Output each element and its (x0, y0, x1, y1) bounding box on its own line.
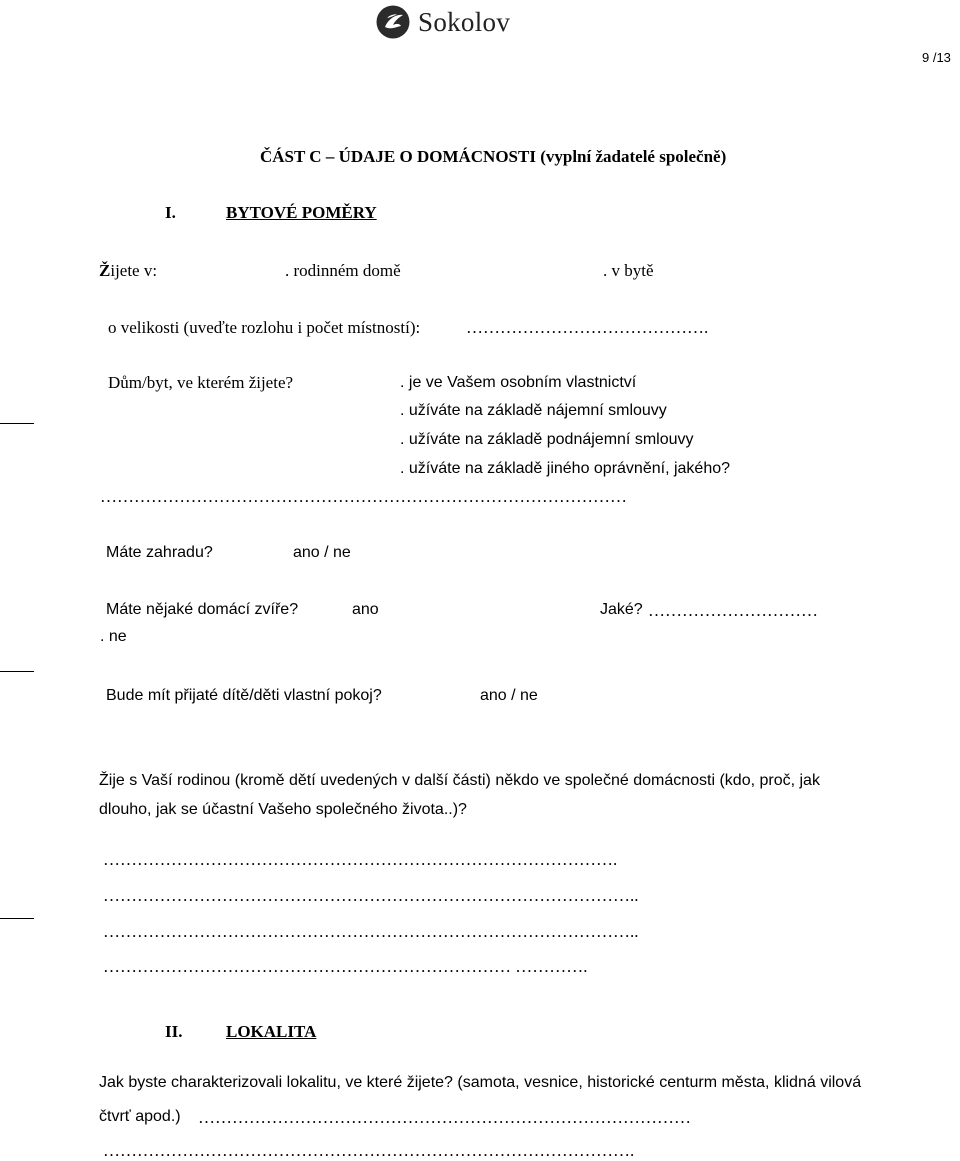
ownership-option-other[interactable]: . užíváte na základě jiného oprávnění, jakého? (400, 460, 731, 477)
logo-text: Sokolov (418, 6, 511, 37)
living-label (99, 261, 157, 281)
household-answer-line[interactable]: ……………………………………………………………… …………. (103, 957, 588, 976)
size-question: o velikosti (uveďte rozlohu i počet místností): (108, 318, 421, 337)
margin-rule (0, 671, 34, 672)
living-option-house[interactable]: . rodinném domě (285, 261, 401, 280)
section-title: ČÁST C – ÚDAJE O DOMÁCNOSTI (vyplní žadatelé společně) (260, 147, 727, 166)
pet-answer-no[interactable]: . ne (100, 628, 127, 645)
ownership-question: Dům/byt, ve kterém žijete? (108, 373, 294, 392)
pet-which-dots[interactable]: ………………………… (648, 601, 818, 620)
garden-question: Máte zahradu? (106, 544, 213, 561)
ownership-option-sublease[interactable]: . užíváte na základě podnájemní smlouvy (400, 431, 694, 448)
room-answer[interactable]: ano / ne (480, 687, 538, 704)
ownership-option-rent[interactable]: . užíváte na základě nájemní smlouvy (400, 402, 667, 419)
ownership-other-dots[interactable]: ………………………………………………………………………………… (100, 487, 627, 506)
page-number: 9 /13 (922, 50, 951, 65)
sokolov-logo (376, 2, 510, 42)
sokolov-bird-emblem-icon (376, 5, 410, 39)
location-answer-line[interactable]: …………………………………………………………………………………. (103, 1141, 635, 1160)
household-question-line1: Žije s Vaší rodinou (kromě dětí uvedených v další části) někdo ve společné domácnosti (kdo, proč, jak (99, 772, 820, 789)
household-answer-line[interactable]: ………………………………………………………………………………….. (103, 886, 639, 905)
pet-which-label: Jaké? (600, 601, 643, 618)
living-label-rest: ijete v: (110, 261, 158, 280)
household-answer-line[interactable]: ………………………………………………………………………………….. (103, 922, 639, 941)
room-question: Bude mít přijaté dítě/děti vlastní pokoj? (106, 687, 382, 704)
household-question-line2: dlouho, jak se účastní Vašeho společného života..)? (99, 801, 467, 818)
ownership-option-own[interactable]: . je ve Vašem osobním vlastnictví (400, 374, 637, 391)
margin-rule (0, 423, 34, 424)
location-question-line1: Jak byste charakterizovali lokalitu, ve které žijete? (samota, vesnice, historické centurm města, klidná vilová (99, 1074, 862, 1091)
margin-rule (0, 918, 34, 919)
living-option-flat[interactable]: . v bytě (603, 261, 654, 280)
part1-heading: BYTOVÉ POMĚRY (226, 203, 377, 222)
pet-question: Máte nějaké domácí zvíře? (106, 601, 299, 618)
size-answer-dots[interactable]: ……………………………………. (466, 318, 709, 337)
pet-answer-yes[interactable]: ano (352, 601, 379, 618)
part2-number: II. (165, 1022, 183, 1041)
location-answer-dots[interactable]: …………………………………………………………………………… (198, 1108, 691, 1127)
household-answer-line[interactable]: ………………………………………………………………………………. (103, 850, 618, 869)
living-label-first-letter: Ž (99, 261, 111, 280)
garden-answer[interactable]: ano / ne (293, 544, 351, 561)
location-question-line2: čtvrť apod.) (99, 1108, 181, 1125)
part1-number: I. (165, 203, 176, 222)
part2-heading: LOKALITA (226, 1022, 317, 1041)
